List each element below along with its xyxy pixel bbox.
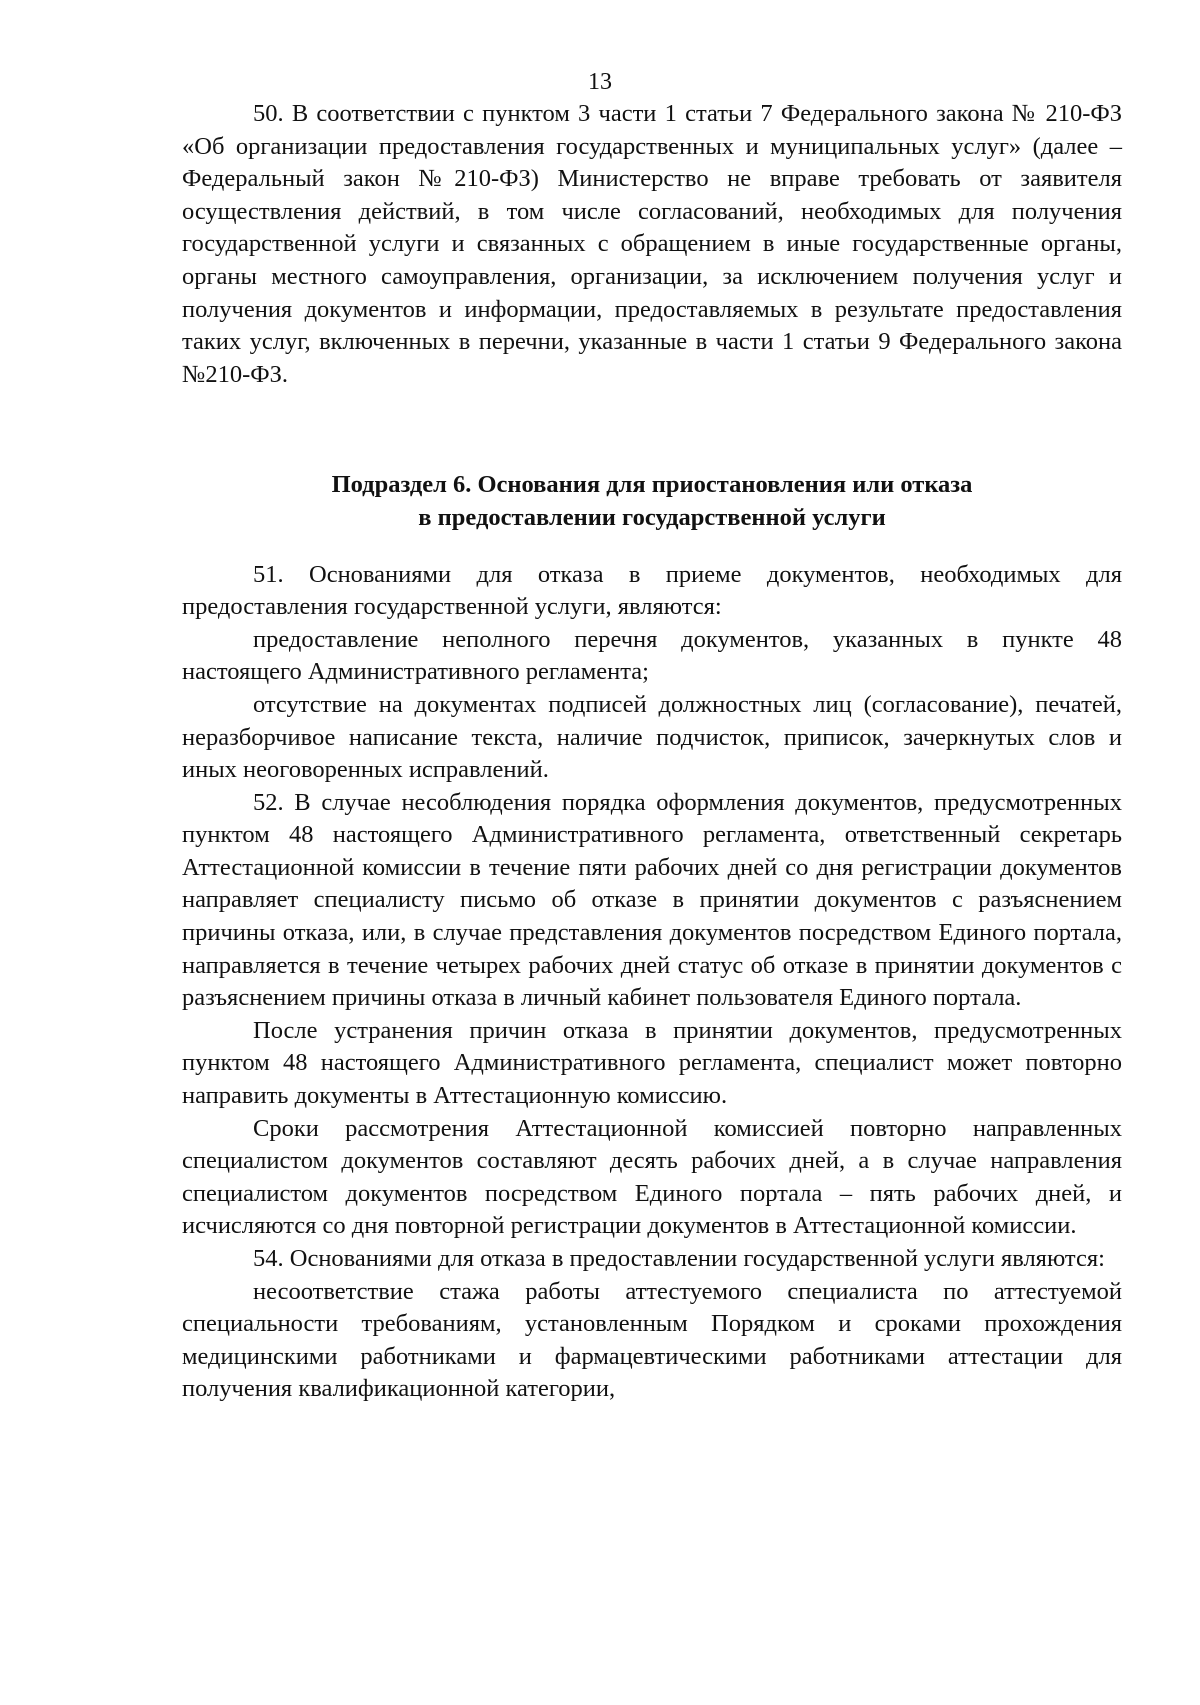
paragraph-52-after: После устранения причин отказа в принятии документов, предусмотренных пунктом 48 настоящего Административного регламента, специалист может повторно направить документы в Аттестационную комиссию. bbox=[182, 1016, 1122, 1110]
paragraph-51: 51. Основаниями для отказа в приеме документов, необходимых для предоставления государственной услуги, являются: bbox=[182, 560, 1122, 621]
paragraph-50: 50. В соответствии с пунктом 3 части 1 статьи 7 Федерального закона № 210-ФЗ «Об организации предоставления государственных и муниципальных услуг» (далее – Федеральный закон №210-ФЗ) Министерство не вправе требовать от заявителя осуществления действий, в том числе согласований, необходимых для получения государственной услуги и связанных с обращением в иные государственные органы, органы местного самоуправления, организации, за исключением получения услуг и получения документов и информации, предоставляемых в результате предоставления таких услуг, включенных в перечни, указанные в части 1 статьи 9 Федерального закона №210-ФЗ. bbox=[182, 100, 1122, 388]
paragraph-54-item-1: несоответствие стажа работы аттестуемого специалиста по аттестуемой специальности требованиям, установленным Порядком и сроками прохождения медицинскими работниками и фармацевтическими работниками аттестации для получения квалификационной категории, bbox=[182, 1277, 1122, 1403]
paragraph-52-terms: Сроки рассмотрения Аттестационной комиссией повторно направленных специалистом документов составляют десять рабочих дней, а в случае направления специалистом документов посредством Единого портала – пять рабочих дней, и исчисляются со дня повторной регистрации документов в Аттестационной комиссии. bbox=[182, 1114, 1122, 1240]
section-heading-line-1: Подраздел 6. Основания для приостановления или отказа bbox=[331, 471, 973, 499]
paragraph-52: 52. В случае несоблюдения порядка оформления документов, предусмотренных пунктом 48 настоящего Административного регламента, ответственный секретарь Аттестационной комиссии в течение пяти рабочих дней со дня регистрации документов направляет специалисту письмо об отказе в принятии документов с разъяснением причины отказа, или, в случае представления документов посредством Единого портала, направляется в течение четырех рабочих дней статус об отказе в принятии документов с разъяснением причины отказа в личный кабинет пользователя Единого портала. bbox=[182, 788, 1122, 1012]
document-body bbox=[182, 98, 1122, 1406]
section-heading bbox=[182, 469, 1122, 534]
paragraph-51-item-1: предоставление неполного перечня документов, указанных в пункте 48 настоящего Административного регламента; bbox=[182, 625, 1122, 686]
paragraph-54: 54. Основаниями для отказа в предоставлении государственной услуги являются: bbox=[253, 1245, 1105, 1272]
page-number: 13 bbox=[588, 69, 612, 95]
paragraph-51-item-2: отсутствие на документах подписей должностных лиц (согласование), печатей, неразборчивое написание текста, наличие подчисток, приписок, зачеркнутых слов и иных неоговоренных исправлений. bbox=[182, 690, 1122, 784]
section-heading-line-2: в предоставлении государственной услуги bbox=[418, 503, 886, 531]
